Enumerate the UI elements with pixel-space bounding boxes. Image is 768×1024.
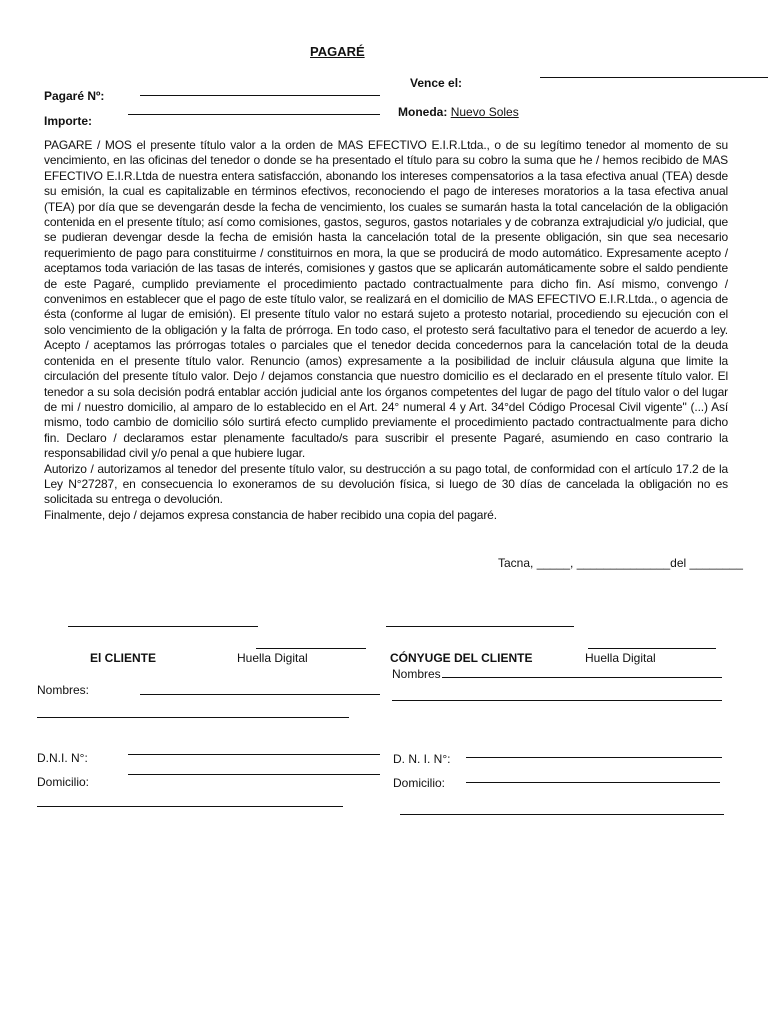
spouse-address-line-2 xyxy=(400,814,724,815)
spouse-address-label: Domicilio: xyxy=(393,776,446,790)
client-fingerprint-label: Huella Digital xyxy=(237,651,308,665)
spouse-dni-line xyxy=(466,757,722,758)
client-names-line-2 xyxy=(37,717,349,718)
document-title: PAGARÉ xyxy=(310,44,365,59)
place-date-line: Tacna, _____, ______________del ________ xyxy=(498,556,743,570)
client-address-line xyxy=(128,774,380,775)
body-paragraph-2: Autorizo / autorizamos al tenedor del presente título valor, su destrucción a su pago total, de conformidad con el artículo 17.2 de la Ley N°27287, en consecuencia lo exoneramos de su devolución física, si luego de 30 días de cancelada la obligación no es solicitada su entrega o devolución. xyxy=(44,461,728,507)
spouse-fingerprint-line xyxy=(588,648,716,649)
spouse-dni-label: D. N. I. N°: xyxy=(393,752,451,766)
client-address-label: Domicilio: xyxy=(37,775,90,789)
client-dni-label: D.N.I. N°: xyxy=(37,751,88,765)
moneda-label: Moneda: xyxy=(398,105,448,119)
moneda-value: Nuevo Soles xyxy=(450,105,519,119)
pagare-body xyxy=(44,138,728,523)
spouse-names-label: Nombres xyxy=(392,667,441,681)
vence-field-line xyxy=(540,77,768,78)
pagare-number-field-line xyxy=(140,95,380,96)
spouse-fingerprint-label: Huella Digital xyxy=(585,651,656,665)
client-dni-line xyxy=(128,754,380,755)
spouse-signature-line xyxy=(386,626,574,627)
client-names-label: Nombres: xyxy=(37,683,90,697)
body-paragraph-3: Finalmente, dejo / dejamos expresa constancia de haber recibido una copia del pagaré. xyxy=(44,507,497,522)
client-address-line-2 xyxy=(37,806,343,807)
client-names-line xyxy=(140,694,380,695)
client-signature-line xyxy=(68,626,258,627)
moneda-row xyxy=(398,105,519,119)
client-fingerprint-line xyxy=(256,648,366,649)
spouse-label: CÓNYUGE DEL CLIENTE xyxy=(390,651,533,665)
spouse-names-line-2 xyxy=(392,700,722,701)
client-label: El CLIENTE xyxy=(90,651,157,665)
spouse-address-line xyxy=(466,782,720,783)
spouse-names-line xyxy=(442,677,722,678)
body-paragraph-1: PAGARE / MOS el presente título valor a la orden de MAS EFECTIVO E.I.R.Ltda., o de su legítimo tenedor al momento de su vencimiento, en las oficinas del tenedor o donde se ha presentado el título para su cobro la suma que he / hemos recibido de MAS EFECTIVO E.I.R.Ltda de nuestra entera satisfacción, abonando los intereses compensatorios a la tasa efectiva anual (TEA) desde su emisión, la cual es capitalizable en términos efectivos, reconociendo el pago de intereses moratorios a la tasa efectiva anual (TEA) por día que se devengarán desde la fecha de vencimiento, los cuales se sumarán hasta la total cancelación de la obligación contenida en el presente título; así como comisiones, gastos, seguros, gastos notariales y de cobranza extrajudicial y/o judicial, que se pudieran devengar desde la fecha de emisión hasta la cancelación total de la presente obligación, sin que sea necesario requerimiento de pago para constituirme / constituirnos en mora, la que se producirá de modo automático. Expresamente acepto / aceptamos toda variación de las tasas de interés, comisiones y gastos que se aplicarán automáticamente sobre el saldo pendiente de este Pagaré, cumplido previamente el procedimiento pactado contractualmente para dicho fin. Así mismo, convengo / convenimos en establecer que el pago de este título valor, se realizará en el domicilio de MAS EFECTIVO E.I.R.Ltda., o agencia de ésta (conforme al lugar de emisión). El presente título valor no estará sujeto a protesto notarial, procediendo su ejecución con el solo vencimiento de la obligación y la falta de prórroga. En todo caso, el protesto será facultativo para el tenedor de acuerdo a ley. Acepto / aceptamos las prórrogas totales o parciales que el tenedor decida concedernos para la cancelación total de la deuda contenida en el presente título valor. Renuncio (amos) expresamente a la posibilidad de incluir cláusula alguna que limite la circulación del presente título valor. Dejo / dejamos constancia que nuestro domicilio es el declarado en el presente título valor. El tenedor a su sola decisión podrá entablar acción judicial ante los órganos competentes del lugar de pago del título valor o del lugar de mi / nuestro domicilio, al amparo de lo establecido en el Art. 24° numeral 4 y Art. 34°del Código Procesal Civil vigente" (...) Así mismo, todo cambio de domicilio sólo surtirá efecto cumplido previamente el procedimiento pactado contractualmente para dicho fin. Declaro / declaramos estar plenamente facultado/s para suscribir el presente Pagaré, asumiendo en caso contrario la responsabilidad civil y/o penal a que hubiere lugar. xyxy=(44,138,728,461)
importe-label: Importe: xyxy=(44,114,92,128)
importe-field-line xyxy=(128,114,380,115)
vence-label: Vence el: xyxy=(410,76,463,90)
pagare-number-label: Pagaré Nº: xyxy=(44,89,105,103)
